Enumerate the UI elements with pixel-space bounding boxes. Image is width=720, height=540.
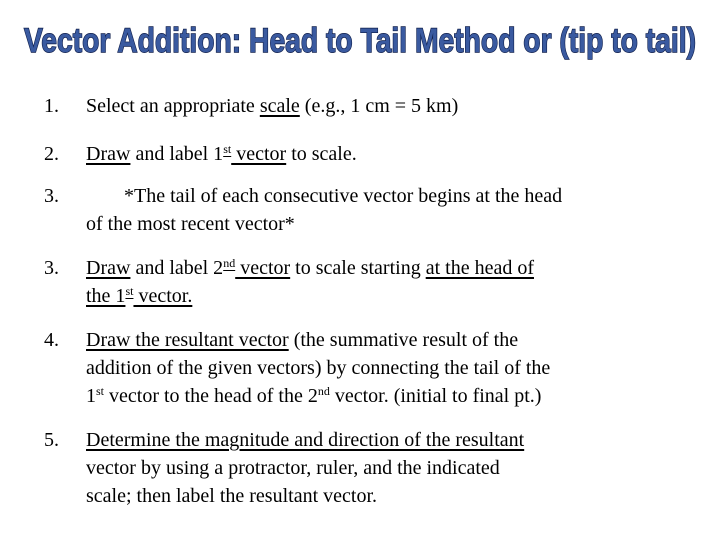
text-segment: and label 2 (130, 257, 224, 279)
item-number: 2. (44, 143, 59, 165)
item-text (86, 326, 694, 410)
text-line: vector by using a protractor, ruler, and the indicated (86, 457, 500, 479)
item-text (44, 182, 694, 238)
underlined-text: vector (235, 257, 291, 279)
title-svg (0, 6, 720, 68)
item-text (86, 92, 694, 120)
item-text (86, 140, 694, 168)
list-item-note (44, 182, 694, 238)
list-item-4 (44, 326, 694, 410)
text-line: *The tail of each consecutive vector begins at the head (124, 185, 563, 207)
item-text (86, 254, 694, 310)
underlined-text: Draw (86, 143, 131, 165)
text-segment: and label 1 (130, 143, 224, 165)
superscript: nd (223, 256, 236, 270)
underlined-text: scale (259, 95, 300, 117)
text-segment: to scale. (286, 143, 357, 165)
item-number: 1. (44, 95, 59, 117)
text-segment: Select an appropriate (86, 95, 260, 117)
superscript: st (223, 142, 232, 156)
item-number: 4. (44, 329, 59, 351)
item-number: 3. (44, 257, 59, 279)
page-title: Vector Addition: Head to Tail Method or (tip to tail) (24, 22, 696, 60)
text-segment: vector. (initial to final pt.) (329, 385, 542, 407)
text-segment: vector to the head of the 2 (104, 385, 318, 407)
text-line: of the most recent vector* (86, 213, 295, 235)
underlined-text: at the head of (425, 257, 534, 279)
list-item-5 (44, 426, 694, 510)
superscript: st (96, 384, 105, 398)
underlined-text: vector (231, 143, 287, 165)
underlined-text: vector. (133, 285, 193, 307)
text-line: scale; then label the resultant vector. (86, 485, 377, 507)
underlined-text: Draw the resultant vector (86, 329, 289, 351)
underlined-text: the 1 (86, 285, 126, 307)
item-number: 5. (44, 429, 59, 451)
list-item-2 (44, 140, 694, 168)
text-segment: to scale starting (290, 257, 426, 279)
superscript: st (125, 284, 134, 298)
underlined-text: Draw (86, 257, 131, 279)
list-item-1 (44, 92, 694, 120)
item-text (86, 426, 694, 510)
text-segment: (the summative result of the (288, 329, 519, 351)
text-line: addition of the given vectors) by connecting the tail of the (86, 357, 551, 379)
list-item-3 (44, 254, 694, 310)
superscript: nd (317, 384, 330, 398)
item-number: 3. (44, 185, 59, 207)
title-banner (0, 6, 720, 68)
text-segment: (e.g., 1 cm = 5 km) (299, 95, 459, 117)
underlined-text: Determine the magnitude and direction of the resultant (86, 429, 525, 451)
text-segment: 1 (86, 385, 96, 407)
